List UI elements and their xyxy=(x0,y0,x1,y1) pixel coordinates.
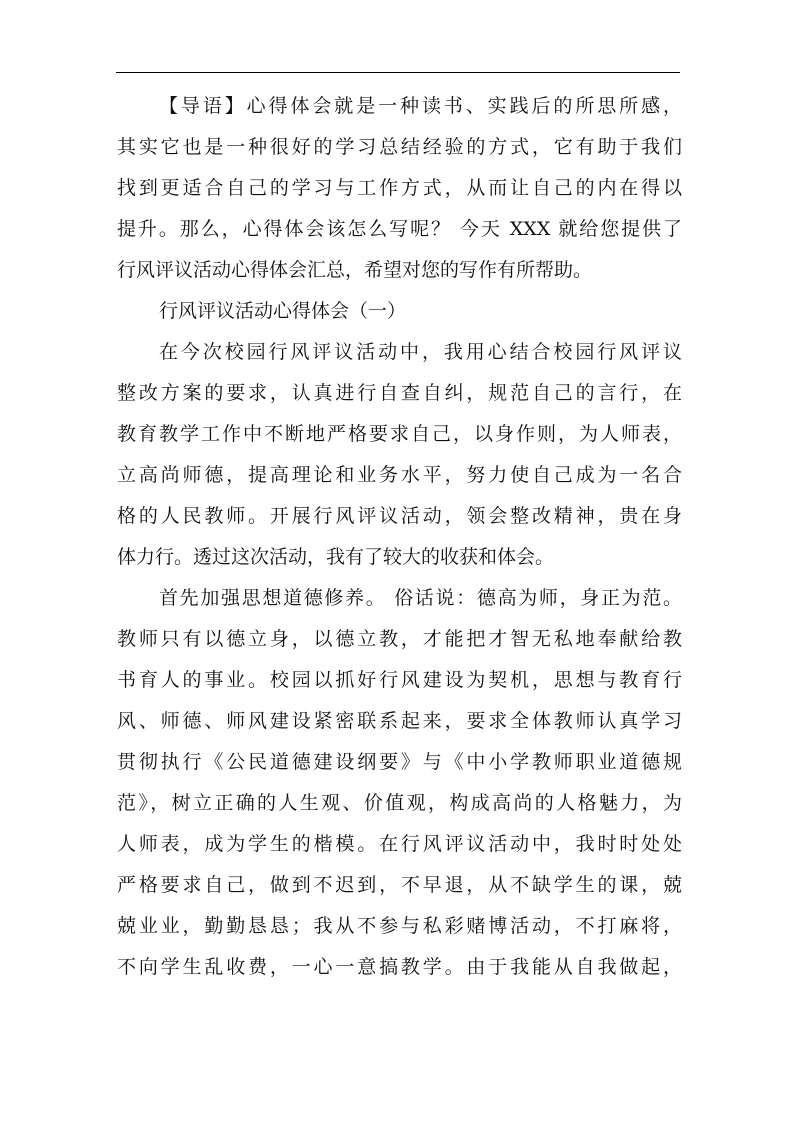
intro-line-1: 【导语】心得体会就是一种读书、实践后的所思所感， xyxy=(159,95,682,117)
paragraph-2-line-9: 兢业业，勤勤恳恳；我从不参与私彩赌博活动，不打麻将， xyxy=(117,915,682,937)
paragraph-2-line-3: 书育人的事业。校园以抓好行风建设为契机，思想与教育行 xyxy=(117,669,682,691)
paragraph-1-line-4: 立高尚师德，提高理论和业务水平，努力使自己成为一名合 xyxy=(117,464,682,486)
header-rule xyxy=(116,72,680,73)
paragraph-1-line-6: 体力行。透过这次活动，我有了较大的收获和体会。 xyxy=(117,546,555,568)
intro-line-4: 提升。那么，心得体会该怎么写呢？ 今天 XXX 就给您提供了 xyxy=(117,218,682,240)
paragraph-2-line-1: 首先加强思想道德修养。 俗话说：德高为师，身正为范。 xyxy=(159,587,682,609)
section-heading: 行风评议活动心得体会（一） xyxy=(159,300,407,322)
paragraph-2-line-7: 人师表，成为学生的楷模。在行风评议活动中，我时时处处 xyxy=(117,833,682,855)
paragraph-1-line-5: 格的人民教师。开展行风评议活动，领会整改精神，贵在身 xyxy=(117,505,682,527)
intro-line-5: 行风评议活动心得体会汇总，希望对您的写作有所帮助。 xyxy=(117,259,593,281)
intro-line-3: 找到更适合自己的学习与工作方式，从而让自己的内在得以 xyxy=(117,177,682,199)
paragraph-1-line-2: 整改方案的要求，认真进行自查自纠，规范自己的言行，在 xyxy=(117,382,682,404)
paragraph-2-line-4: 风、师德、师风建设紧密联系起来，要求全体教师认真学习 xyxy=(117,710,682,732)
intro-line-2: 其实它也是一种很好的学习总结经验的方式，它有助于我们 xyxy=(117,136,682,158)
document-body xyxy=(117,86,682,988)
paragraph-2-line-10: 不向学生乱收费，一心一意搞教学。由于我能从自我做起， xyxy=(117,956,682,978)
paragraph-2-line-2: 教师只有以德立身，以德立教，才能把才智无私地奉献给教 xyxy=(117,628,682,650)
paragraph-2-line-8: 严格要求自己，做到不迟到，不早退，从不缺学生的课，兢 xyxy=(117,874,682,896)
paragraph-2-line-6: 范》，树立正确的人生观、价值观，构成高尚的人格魅力，为 xyxy=(117,792,682,814)
paragraph-1-line-3: 教育教学工作中不断地严格要求自己，以身作则，为人师表， xyxy=(117,423,682,445)
paragraph-1-line-1: 在今次校园行风评议活动中，我用心结合校园行风评议 xyxy=(159,341,682,363)
paragraph-2-line-5: 贯彻执行《公民道德建设纲要》与《中小学教师职业道德规 xyxy=(117,751,682,773)
